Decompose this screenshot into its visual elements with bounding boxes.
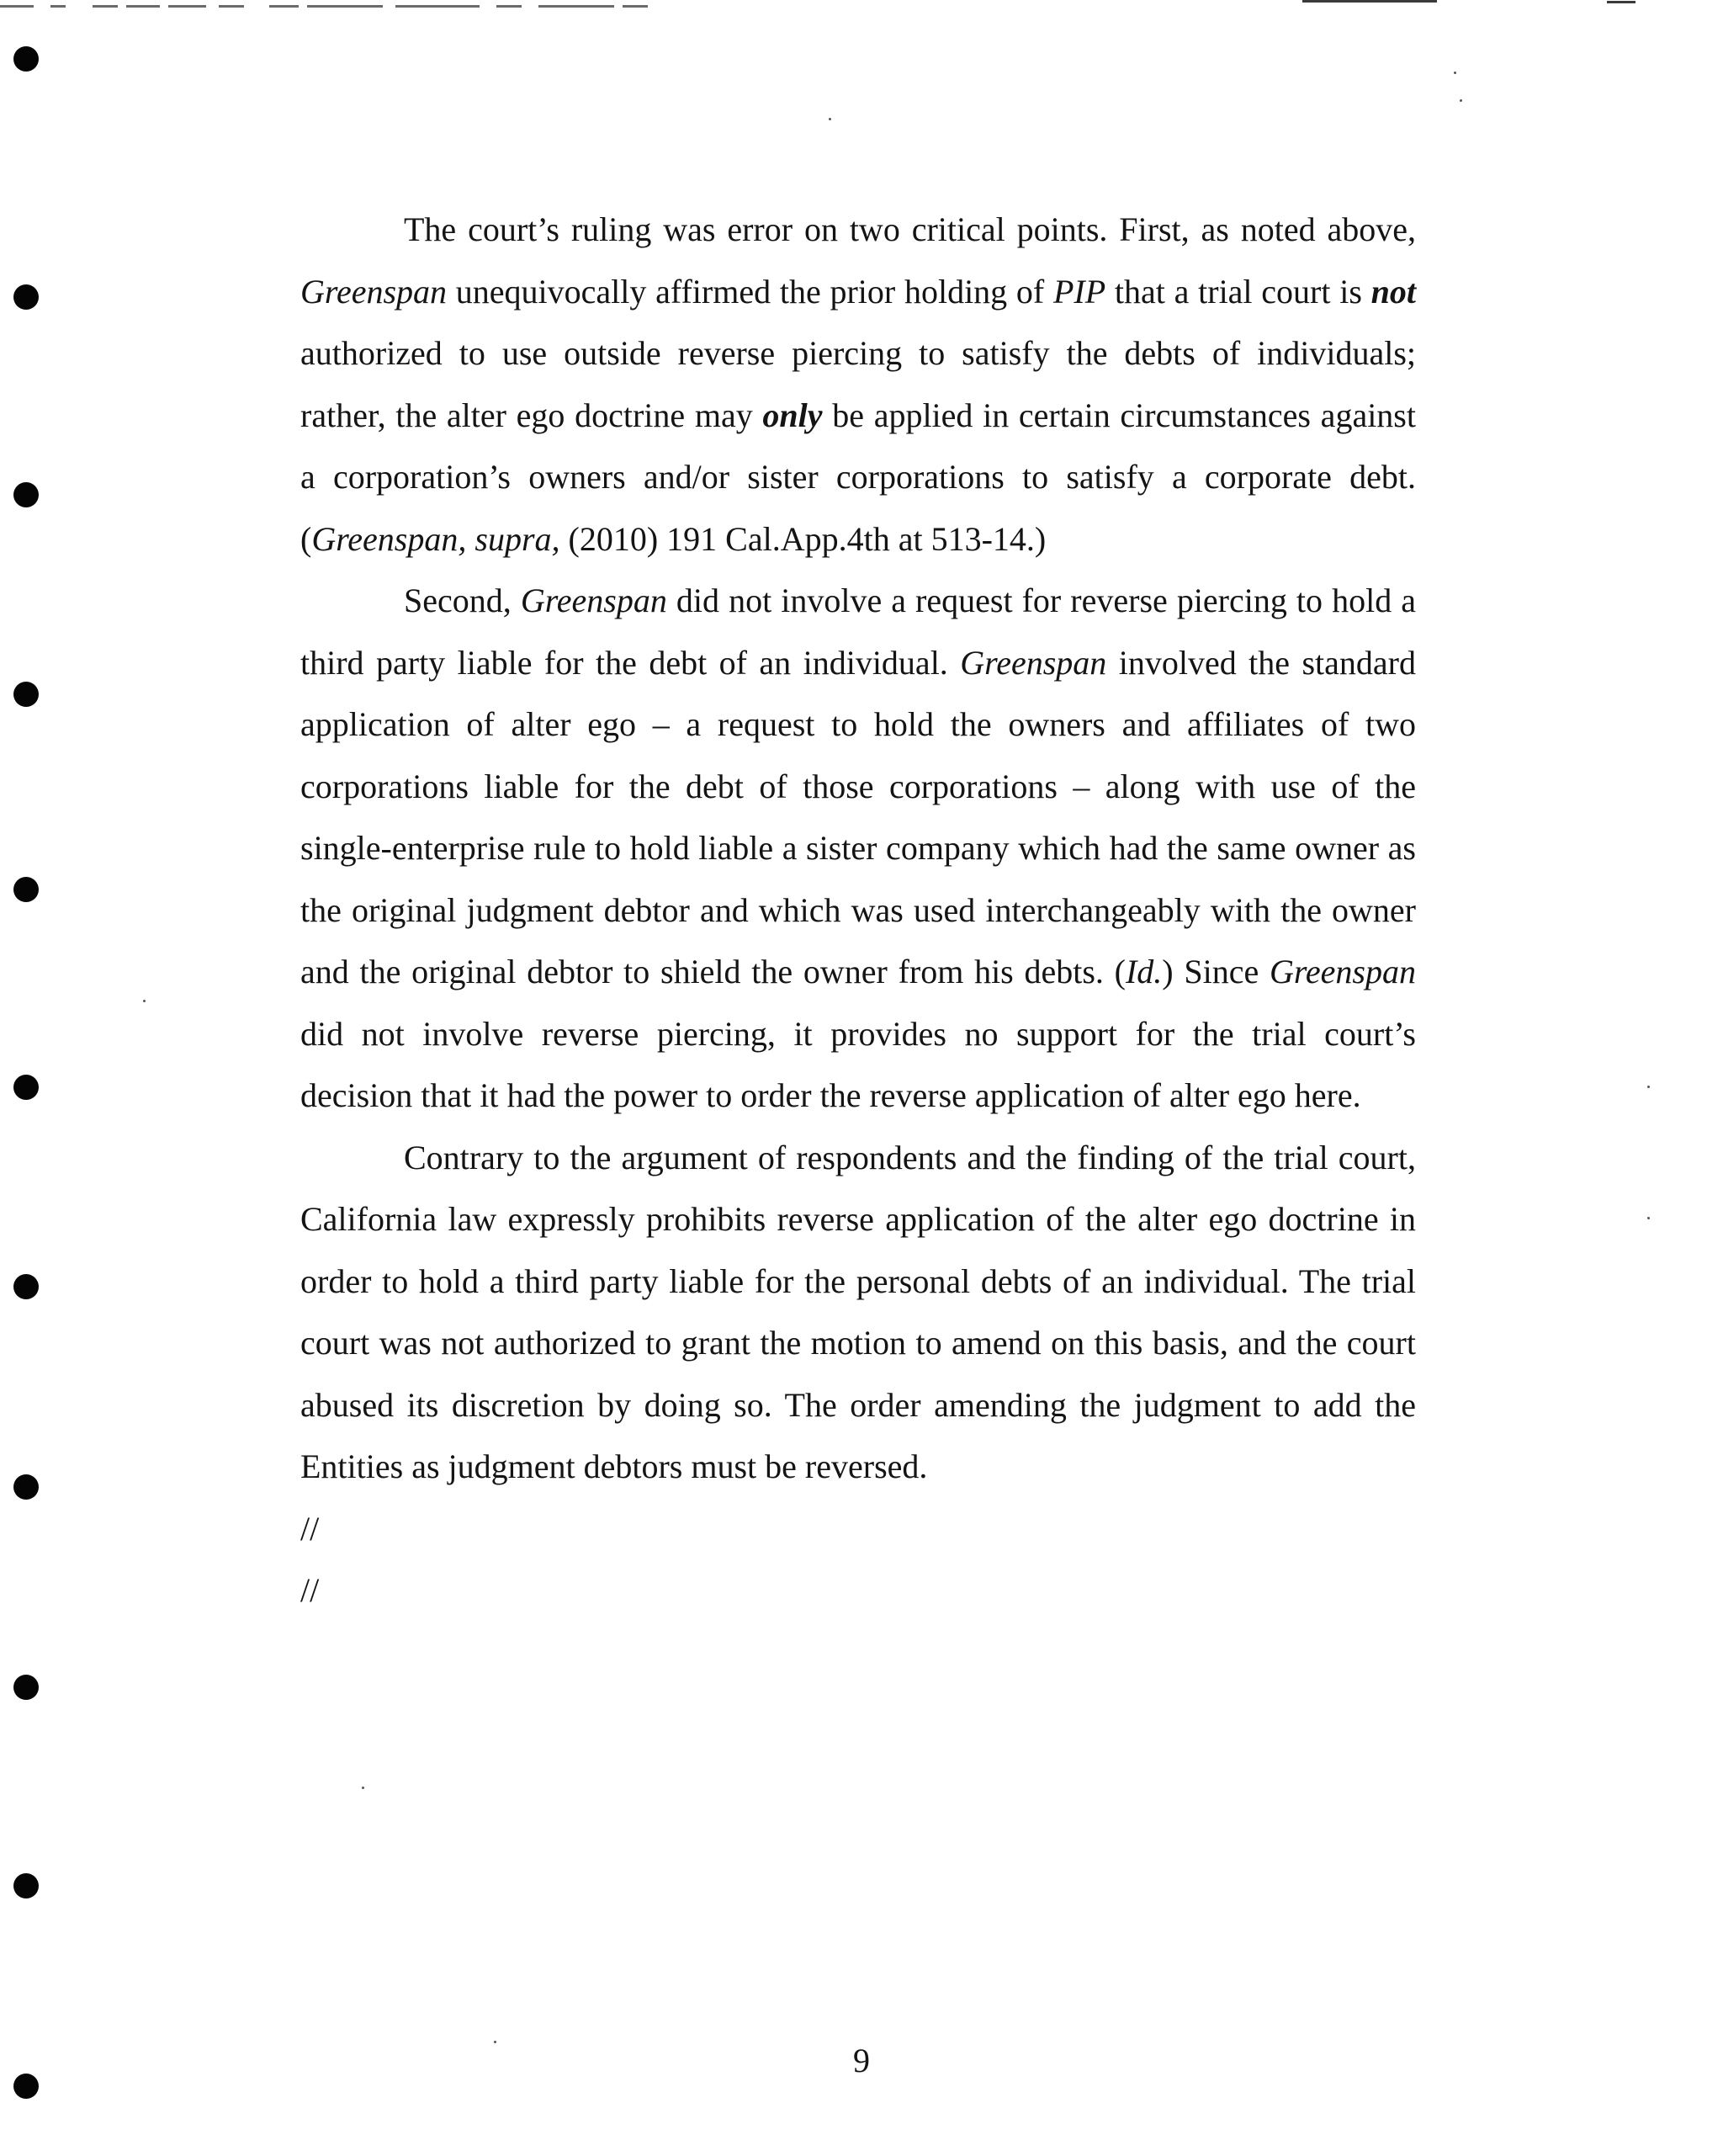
punch-hole	[13, 1873, 39, 1898]
italic-text: Greenspan	[520, 581, 667, 619]
body-text	[300, 199, 1416, 1622]
punch-hole	[13, 284, 39, 310]
italic-text: Greenspan	[1269, 953, 1416, 990]
text-segment: be applied in certain circumstances against a corporation’s owners and/or sister corporations to satisfy a corporate debt. (	[300, 396, 1416, 558]
punch-hole	[13, 682, 39, 707]
italic-text: Greenspan	[300, 272, 448, 311]
punch-hole	[13, 1675, 39, 1700]
italic-text: Id.	[1125, 953, 1163, 990]
text-segment: The court’s ruling was error on two critical points. First, as noted above,	[404, 210, 1416, 248]
paragraph	[300, 199, 1416, 570]
text-segment: Contrary to the argument of respondents and the finding of the trial court, California law expressly prohibits reverse application of the alter ego doctrine in order to hold a third party liable for the personal debts of an individual. The trial court was not authorized to grant the motion to amend on this basis, and the court abused its discretion by doing so. The order amending the judgment to add the Entities as judgment debtors must be reversed.	[300, 1138, 1416, 1485]
text-segment: did not involve a request for reverse piercing to hold a third party liable for the debt of an individual.	[300, 581, 1416, 682]
punch-hole	[13, 46, 39, 72]
continuation-mark: //	[300, 1571, 320, 1609]
page-number: 9	[853, 2042, 870, 2079]
text-segment: that a trial court is	[1105, 272, 1371, 311]
continuation-mark: //	[300, 1509, 320, 1548]
emphasis-text: only	[762, 396, 823, 434]
punch-hole	[13, 1075, 39, 1100]
punch-hole	[13, 1274, 39, 1299]
paragraph	[300, 1127, 1416, 1498]
emphasis-text: not	[1370, 272, 1416, 311]
text-segment: ) Since	[1162, 953, 1270, 990]
scan-artifact-top	[0, 0, 1723, 12]
punch-hole	[13, 482, 39, 507]
text-segment: unequivocally affirmed the prior holding of	[447, 272, 1053, 311]
paragraph	[300, 570, 1416, 1127]
italic-text: Greenspan, supra,	[311, 519, 560, 558]
text-segment: involved the standard application of alter ego – a request to hold the owners and affiliates of two corporations liable for the debt of those corporations – along with use of the single-enterprise rule to hold liable a sister company which had the same owner as the original judgment debtor and which was used interchangeably with the owner and the original debtor to shield the owner from his debts. (	[300, 643, 1416, 990]
italic-text: Greenspan	[960, 643, 1107, 682]
text-segment: (2010) 191 Cal.App.4th at 513-14.)	[559, 519, 1047, 558]
italic-text: PIP	[1052, 272, 1106, 311]
punch-hole	[13, 877, 39, 902]
text-segment: Second,	[404, 581, 521, 619]
punch-hole	[13, 1474, 39, 1500]
text-segment: authorized to use outside reverse piercing to satisfy the debts of individuals; rather, the alter ego doctrine may	[300, 334, 1416, 434]
text-segment: did not involve reverse piercing, it provides no support for the trial court’s decision that it had the power to order the reverse application of alter ego here.	[300, 1014, 1416, 1114]
